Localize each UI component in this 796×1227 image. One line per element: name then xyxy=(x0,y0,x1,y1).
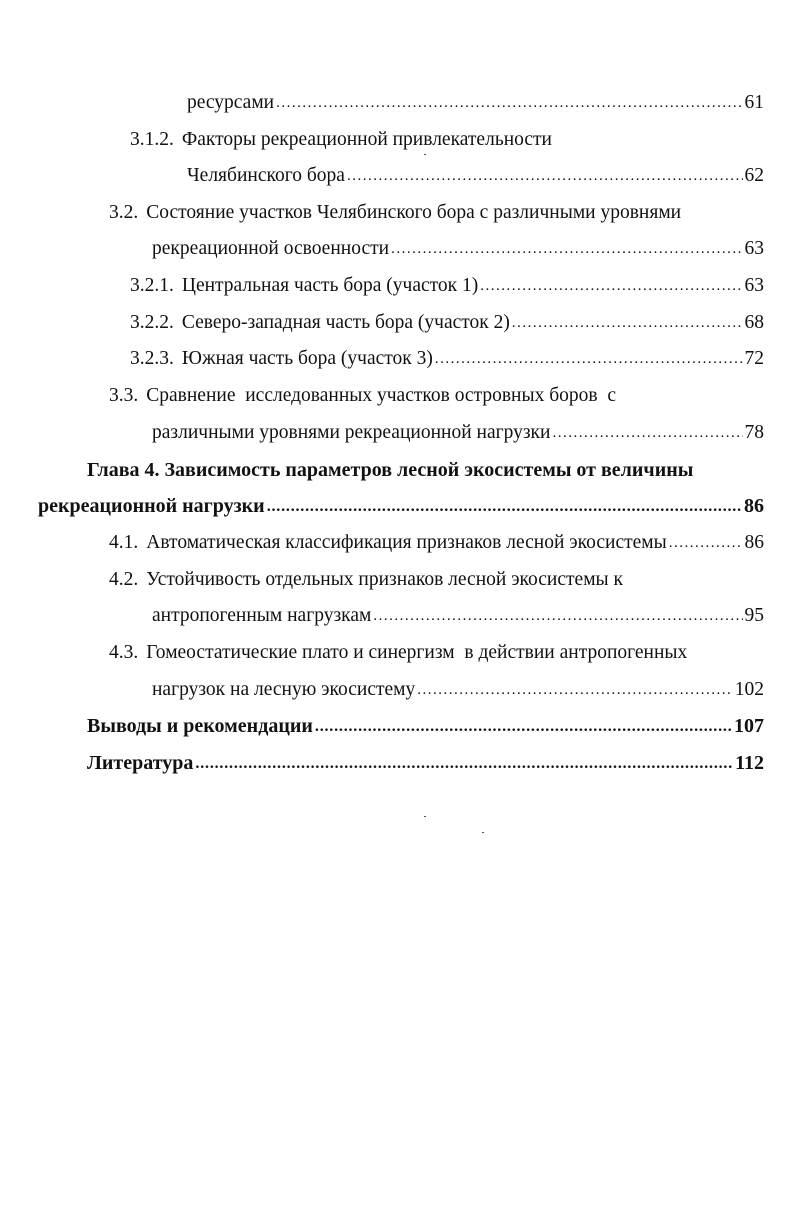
toc-text: Гомеостатические плато и синергизм в действии антропогенных xyxy=(146,642,688,663)
toc-chapter-title: Глава 4. Зависимость параметров лесной экосистемы от величины xyxy=(87,459,694,481)
dot-leader xyxy=(512,310,743,336)
toc-page-number: 95 xyxy=(744,605,764,626)
toc-page-number: 72 xyxy=(744,348,764,369)
toc-section-number: 3.3. xyxy=(109,385,139,406)
toc-line-3-2-2 xyxy=(130,310,764,337)
toc-text: Факторы рекреационной привлекательности xyxy=(181,129,552,150)
toc-line-3-2-1 xyxy=(130,273,764,300)
toc-line-chapter-4 xyxy=(87,457,693,483)
dot-leader xyxy=(669,530,743,556)
toc-section-number: 3.2.3. xyxy=(130,348,174,369)
toc-text: Челябинского бора xyxy=(187,165,345,186)
toc-line-loads-on-ecosystem xyxy=(152,677,764,704)
dot-leader xyxy=(373,603,742,629)
toc-chapter-title: Выводы и рекомендации xyxy=(87,715,313,737)
toc-line-3-1-2 xyxy=(130,127,552,153)
toc-page-number: 112 xyxy=(735,752,764,774)
toc-line-chapter-4-cont xyxy=(38,493,764,521)
toc-line-4-1 xyxy=(109,530,764,557)
toc-text: Центральная часть бора (участок 1) xyxy=(181,275,479,296)
dot-leader xyxy=(315,714,732,740)
toc-line-3-2-3 xyxy=(130,346,764,373)
toc-page-number: 107 xyxy=(734,715,764,737)
toc-page-number: 63 xyxy=(744,275,764,296)
toc-section-number: 3.1.2. xyxy=(130,129,174,150)
dot-leader xyxy=(276,90,742,116)
toc-line-chelyabinsk-bor xyxy=(187,163,764,190)
toc-text: Северо-западная часть бора (участок 2) xyxy=(181,312,510,333)
toc-page-number: 78 xyxy=(744,422,764,443)
toc-line-3-2 xyxy=(109,200,681,226)
toc-page-number: 68 xyxy=(744,312,764,333)
scan-speck xyxy=(424,816,426,817)
toc-section-number: 3.2.2. xyxy=(130,312,174,333)
toc-page-number: 86 xyxy=(744,532,764,553)
dot-leader xyxy=(391,236,742,262)
toc-text: Южная часть бора (участок 3) xyxy=(181,348,433,369)
dot-leader xyxy=(267,494,742,520)
toc-page-number: 62 xyxy=(744,165,764,186)
toc-section-number: 4.3. xyxy=(109,642,139,663)
toc-line-resources xyxy=(187,90,764,117)
toc-page-number: 63 xyxy=(744,238,764,259)
toc-line-conclusions xyxy=(87,713,764,741)
toc-chapter-title: Литература xyxy=(87,752,194,774)
toc-page-number: 86 xyxy=(744,495,764,517)
dot-leader xyxy=(195,751,733,777)
toc-text: Устойчивость отдельных признаков лесной экосистемы к xyxy=(146,569,623,590)
toc-line-recreational-development xyxy=(152,236,764,263)
toc-text: ресурсами xyxy=(187,92,275,113)
toc-page-number: 61 xyxy=(744,92,764,113)
toc-text: Автоматическая классификация признаков лесной экосистемы xyxy=(146,532,667,553)
toc-text: рекреационной освоенности xyxy=(152,238,390,259)
dot-leader xyxy=(480,273,742,299)
dot-leader xyxy=(417,677,733,703)
toc-line-4-2 xyxy=(109,567,623,593)
toc-text: нагрузок на лесную экосистему xyxy=(152,679,416,700)
toc-section-number: 4.1. xyxy=(109,532,139,553)
toc-line-recreational-load-levels xyxy=(152,420,764,447)
dot-leader xyxy=(347,163,743,189)
toc-section-number: 3.2. xyxy=(109,202,139,223)
toc-page-number: 102 xyxy=(734,679,764,700)
scan-speck xyxy=(482,832,484,833)
toc-line-4-3 xyxy=(109,640,687,666)
scan-speck xyxy=(424,154,426,155)
toc-chapter-title: рекреационной нагрузки xyxy=(38,495,265,517)
toc-section-number: 4.2. xyxy=(109,569,139,590)
toc-section-number: 3.2.1. xyxy=(130,275,174,296)
toc-line-literature xyxy=(87,750,764,778)
dot-leader xyxy=(435,346,743,372)
toc-line-anthropogenic-loads xyxy=(152,603,764,630)
toc-text: Состояние участков Челябинского бора с различными уровнями xyxy=(146,202,682,223)
toc-text: Сравнение исследованных участков островных боров с xyxy=(146,385,616,406)
dot-leader xyxy=(552,420,742,446)
toc-text: антропогенным нагрузкам xyxy=(152,605,372,626)
toc-line-3-3 xyxy=(109,383,616,409)
toc-text: различными уровнями рекреационной нагрузки xyxy=(152,422,551,443)
